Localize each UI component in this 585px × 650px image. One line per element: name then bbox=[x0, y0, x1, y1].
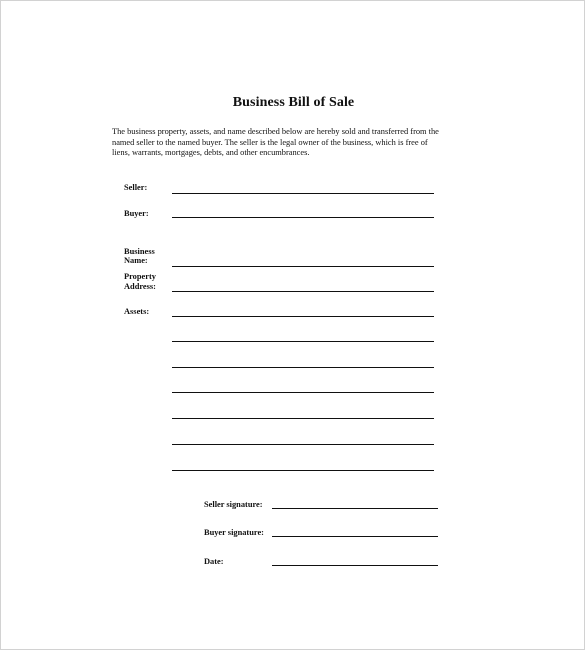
document-title: Business Bill of Sale bbox=[232, 95, 355, 110]
assets-label: Assets: bbox=[124, 307, 150, 316]
date-line[interactable] bbox=[272, 565, 438, 566]
assets-line-6[interactable] bbox=[172, 444, 434, 445]
date-label: Date: bbox=[204, 557, 224, 566]
assets-line-2[interactable] bbox=[172, 341, 434, 342]
property-address-label-line2: Address: bbox=[124, 282, 156, 291]
seller-line[interactable] bbox=[172, 193, 434, 194]
buyer-signature-label: Buyer signature: bbox=[204, 528, 264, 537]
assets-line-4[interactable] bbox=[172, 392, 434, 393]
intro-paragraph: The business property, assets, and name described below are hereby sold and transferred from the named seller to the named buyer. The seller is the legal owner of the business, which is free of liens, warrants, mortgages, debts, and other encumbrances. bbox=[112, 127, 439, 158]
buyer-label: Buyer: bbox=[124, 209, 149, 218]
property-address-label-line1: Property bbox=[124, 272, 156, 281]
assets-line-3[interactable] bbox=[172, 367, 434, 368]
seller-signature-label: Seller signature: bbox=[204, 500, 263, 509]
buyer-signature-line[interactable] bbox=[272, 536, 438, 537]
buyer-line[interactable] bbox=[172, 217, 434, 218]
assets-line-1[interactable] bbox=[172, 316, 434, 317]
seller-signature-line[interactable] bbox=[272, 508, 438, 509]
property-address-line[interactable] bbox=[172, 291, 434, 292]
seller-label: Seller: bbox=[124, 183, 148, 192]
assets-line-5[interactable] bbox=[172, 418, 434, 419]
assets-line-7[interactable] bbox=[172, 470, 434, 471]
business-name-line[interactable] bbox=[172, 266, 434, 267]
business-name-label-line2: Name: bbox=[124, 256, 148, 265]
business-name-label-line1: Business bbox=[124, 247, 155, 256]
